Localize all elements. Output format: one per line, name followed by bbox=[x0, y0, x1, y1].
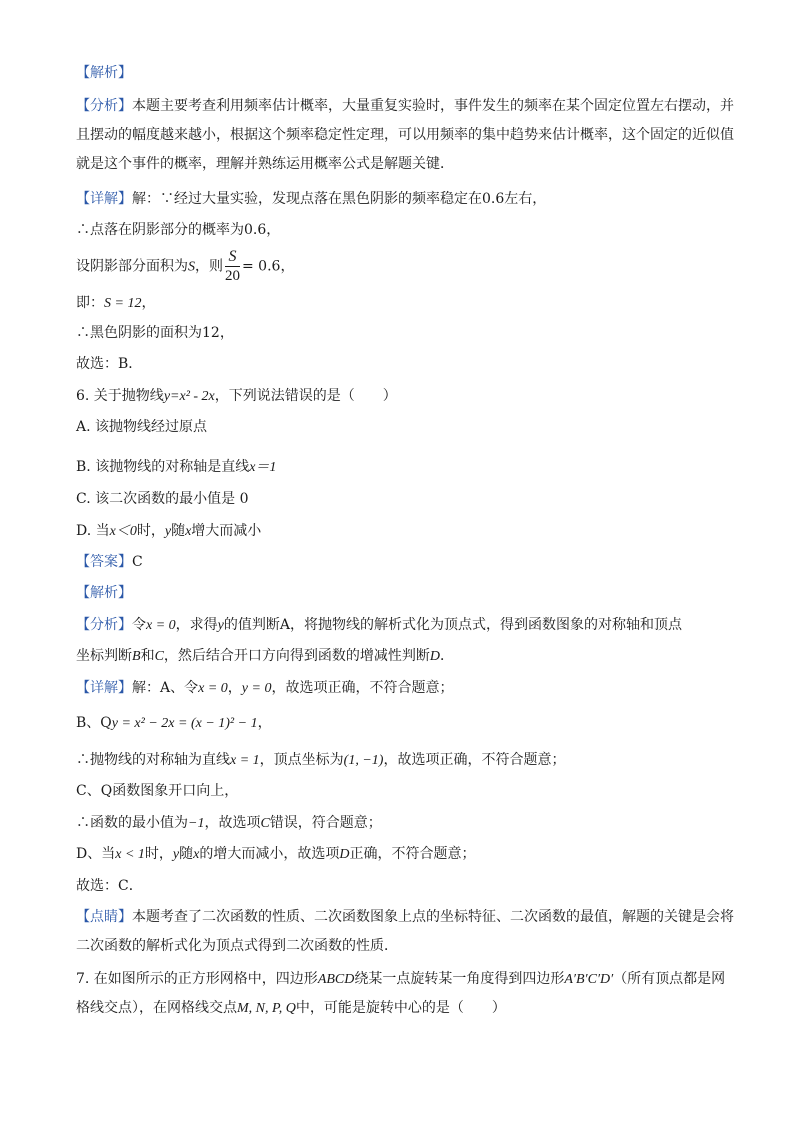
q5-detail-line3 bbox=[76, 248, 734, 285]
q6-option-b bbox=[76, 456, 734, 479]
q6-option-d bbox=[76, 520, 734, 543]
q6-optD-y: y bbox=[164, 524, 172, 539]
q6-detail-line7: 故选：C． bbox=[76, 878, 143, 894]
q6-optD-x: x bbox=[185, 524, 192, 539]
q7-stem-b: 绕某一点旋转某一角度得到四边形 bbox=[354, 971, 565, 987]
q6-fenxi-f: ，然后结合开口方向得到函数的增减性判断 bbox=[163, 648, 430, 664]
q6-optD-a: D. 当 bbox=[76, 523, 110, 539]
q5-detail-line6: 故选：B． bbox=[76, 356, 143, 372]
q5-jiexi-heading: 【解析】 bbox=[76, 65, 132, 81]
q6-answer-label: 【答案】 bbox=[76, 554, 132, 570]
q6-stem-b: ，下列说法错误的是（ ） bbox=[214, 388, 397, 404]
q6-stem-a: 6. 关于抛物线 bbox=[76, 388, 164, 404]
q5-detail-line1 bbox=[76, 188, 734, 210]
q6-d6-e: 正确，不符合题意； bbox=[349, 846, 476, 862]
q5-line3c: = 0.6， bbox=[242, 258, 295, 275]
q5-detail-line4 bbox=[76, 292, 734, 315]
q6-d5-c: 错误，符合题意； bbox=[269, 815, 382, 831]
q6-detail-line1 bbox=[76, 677, 734, 700]
q6-d5-b: ，故选项 bbox=[204, 815, 261, 831]
q5-detail-line5: ∴黑色阴影的面积为12， bbox=[76, 325, 234, 341]
q6-d2-eq: y = x² − 2x = (x − 1)² − 1 bbox=[111, 716, 258, 731]
q6-detail-line4: C、Q函数图象开口向上， bbox=[76, 783, 239, 799]
q7-stem-abcd: ABCD bbox=[317, 972, 355, 987]
q6-fenxi-a: 令 bbox=[132, 617, 146, 633]
q6-d3-b: ，顶点坐标为 bbox=[259, 752, 344, 768]
q6-d6-eq: x < 1 bbox=[115, 847, 145, 862]
q6-stem bbox=[76, 385, 734, 408]
q6-d3-a: ∴抛物线的对称轴为直线 bbox=[76, 752, 230, 768]
q5-fenxi-paragraph bbox=[76, 92, 734, 179]
q6-optB-eq: x＝1 bbox=[249, 460, 277, 475]
q6-d6-a: D、当 bbox=[76, 846, 116, 862]
q6-d6-y: y bbox=[172, 847, 180, 862]
q6-xiangjie-label: 【详解】 bbox=[76, 680, 132, 696]
q5-frac-numerator: S bbox=[225, 248, 240, 267]
q6-fenxi-C: C bbox=[154, 649, 164, 664]
q6-detail-line2 bbox=[76, 712, 734, 735]
q6-answer-value: C bbox=[132, 554, 143, 570]
q7-stem-d: 中，可能是旋转中心的是（ ） bbox=[295, 1000, 506, 1016]
q6-fenxi-g: ． bbox=[440, 648, 455, 664]
q6-d6-x: x bbox=[193, 847, 200, 862]
q6-fenxi-c: 的值判断A，将抛物线的解析式化为顶点式，得到函数图象的对称轴和顶点 bbox=[223, 617, 682, 633]
q6-optD-c: 随 bbox=[171, 523, 186, 539]
q6-d1-c: ，故选项正确，不符合题意； bbox=[271, 680, 454, 696]
q6-d6-D: D bbox=[339, 847, 350, 862]
q5-line4a: 即： bbox=[76, 295, 104, 311]
q5-fenxi-label: 【分析】 bbox=[76, 98, 132, 114]
q6-fenxi-D: D bbox=[429, 649, 441, 664]
q6-d2-a: B、Q bbox=[76, 715, 112, 731]
q6-d3-c: ，故选项正确，不符合题意； bbox=[383, 752, 566, 768]
q6-d1-b: ， bbox=[227, 680, 242, 696]
q6-fenxi-e: 和 bbox=[140, 648, 155, 664]
q6-d5-a: ∴函数的最小值为 bbox=[76, 815, 188, 831]
q6-d5-val: −1 bbox=[188, 816, 205, 831]
q6-detail-line6 bbox=[76, 843, 734, 866]
q6-d5-C: C bbox=[260, 816, 270, 831]
q6-detail-line5 bbox=[76, 812, 734, 835]
q6-fenxi-b: ，求得 bbox=[175, 617, 218, 633]
q5-fraction bbox=[225, 248, 240, 285]
q6-d1-x0: x = 0 bbox=[198, 681, 228, 696]
q5-line3-var: S bbox=[188, 259, 195, 275]
q6-stem-eq: y=x² - 2x bbox=[163, 389, 215, 404]
q5-frac-denominator: 20 bbox=[225, 268, 240, 284]
q7-stem-a: 7. 在如图所示的正方形网格中，四边形 bbox=[76, 971, 318, 987]
q6-d3-pt: (1, −1) bbox=[343, 753, 384, 768]
q6-fenxi-label: 【分析】 bbox=[76, 617, 132, 633]
q6-optD-eq: x＜0 bbox=[109, 524, 137, 539]
q6-dianjing-paragraph bbox=[76, 903, 734, 961]
q6-optD-b: 时， bbox=[136, 523, 165, 539]
q6-option-a: A. 该抛物线经过原点 bbox=[76, 419, 208, 435]
q6-detail-line3 bbox=[76, 749, 734, 772]
q5-detail-line2: ∴点落在阴影部分的概率为0.6， bbox=[76, 222, 281, 238]
q6-option-c: C. 该二次函数的最小值是 0 bbox=[76, 491, 249, 507]
q6-d6-c: 随 bbox=[179, 846, 194, 862]
q6-d3-eq: x = 1 bbox=[230, 753, 260, 768]
q7-stem-c: （所有顶点都是网格线交点），在网格线交点 bbox=[76, 971, 726, 1016]
q6-dianjing-label: 【点睛】 bbox=[76, 909, 132, 925]
q6-d2-b: ， bbox=[257, 715, 272, 731]
q7-stem-points: M, N, P, Q bbox=[237, 1001, 296, 1016]
q7-stem bbox=[76, 965, 734, 1023]
q6-fenxi-y: y bbox=[217, 618, 224, 633]
q5-line4b: ， bbox=[141, 295, 156, 311]
q6-d1-a: 解：A、令 bbox=[132, 680, 199, 696]
q6-d1-y0: y = 0 bbox=[241, 681, 272, 696]
q6-optD-d: 增大而减小 bbox=[191, 523, 262, 539]
q6-optB-text: B. 该抛物线的对称轴是直线 bbox=[76, 459, 250, 475]
q6-jiexi-heading: 【解析】 bbox=[76, 585, 132, 601]
q5-line3b: ，则 bbox=[195, 258, 223, 275]
q6-fenxi-line2 bbox=[76, 645, 734, 668]
q6-fenxi-x0: x = 0 bbox=[146, 618, 176, 633]
q6-answer bbox=[76, 551, 734, 573]
q5-fenxi-text: 本题主要考查利用频率估计概率，大量重复实验时，事件发生的频率在某个固定位置左右摆动，并且摆动的幅度越来越小，根据这个频率稳定性定理，可以用频率的集中趋势来估计概率，这个固定的近似值就是这个事件的概率，理解并熟练运用概率公式是解题关键． bbox=[76, 98, 734, 172]
q6-fenxi-B: B bbox=[132, 649, 141, 664]
q6-dianjing-text: 本题考查了二次函数的性质、二次函数图象上点的坐标特征、二次函数的最值，解题的关键是会将二次函数的解析式化为顶点式得到二次函数的性质． bbox=[76, 909, 734, 954]
q5-xiangjie-label: 【详解】 bbox=[76, 191, 132, 207]
q6-fenxi-d: 坐标判断 bbox=[76, 648, 132, 664]
q5-line1-text: 解：∵经过大量实验，发现点落在黑色阴影的频率稳定在0.6左右， bbox=[132, 191, 547, 207]
q6-fenxi-line1 bbox=[76, 614, 734, 637]
q6-d6-d: 的增大而减小，故选项 bbox=[199, 846, 340, 862]
q5-line4-eq: S = 12 bbox=[104, 296, 142, 311]
q5-line3a: 设阴影部分面积为 bbox=[76, 258, 188, 275]
q7-stem-abcd-prime: A′B′C′D′ bbox=[564, 972, 614, 987]
q6-d6-b: 时， bbox=[144, 846, 173, 862]
